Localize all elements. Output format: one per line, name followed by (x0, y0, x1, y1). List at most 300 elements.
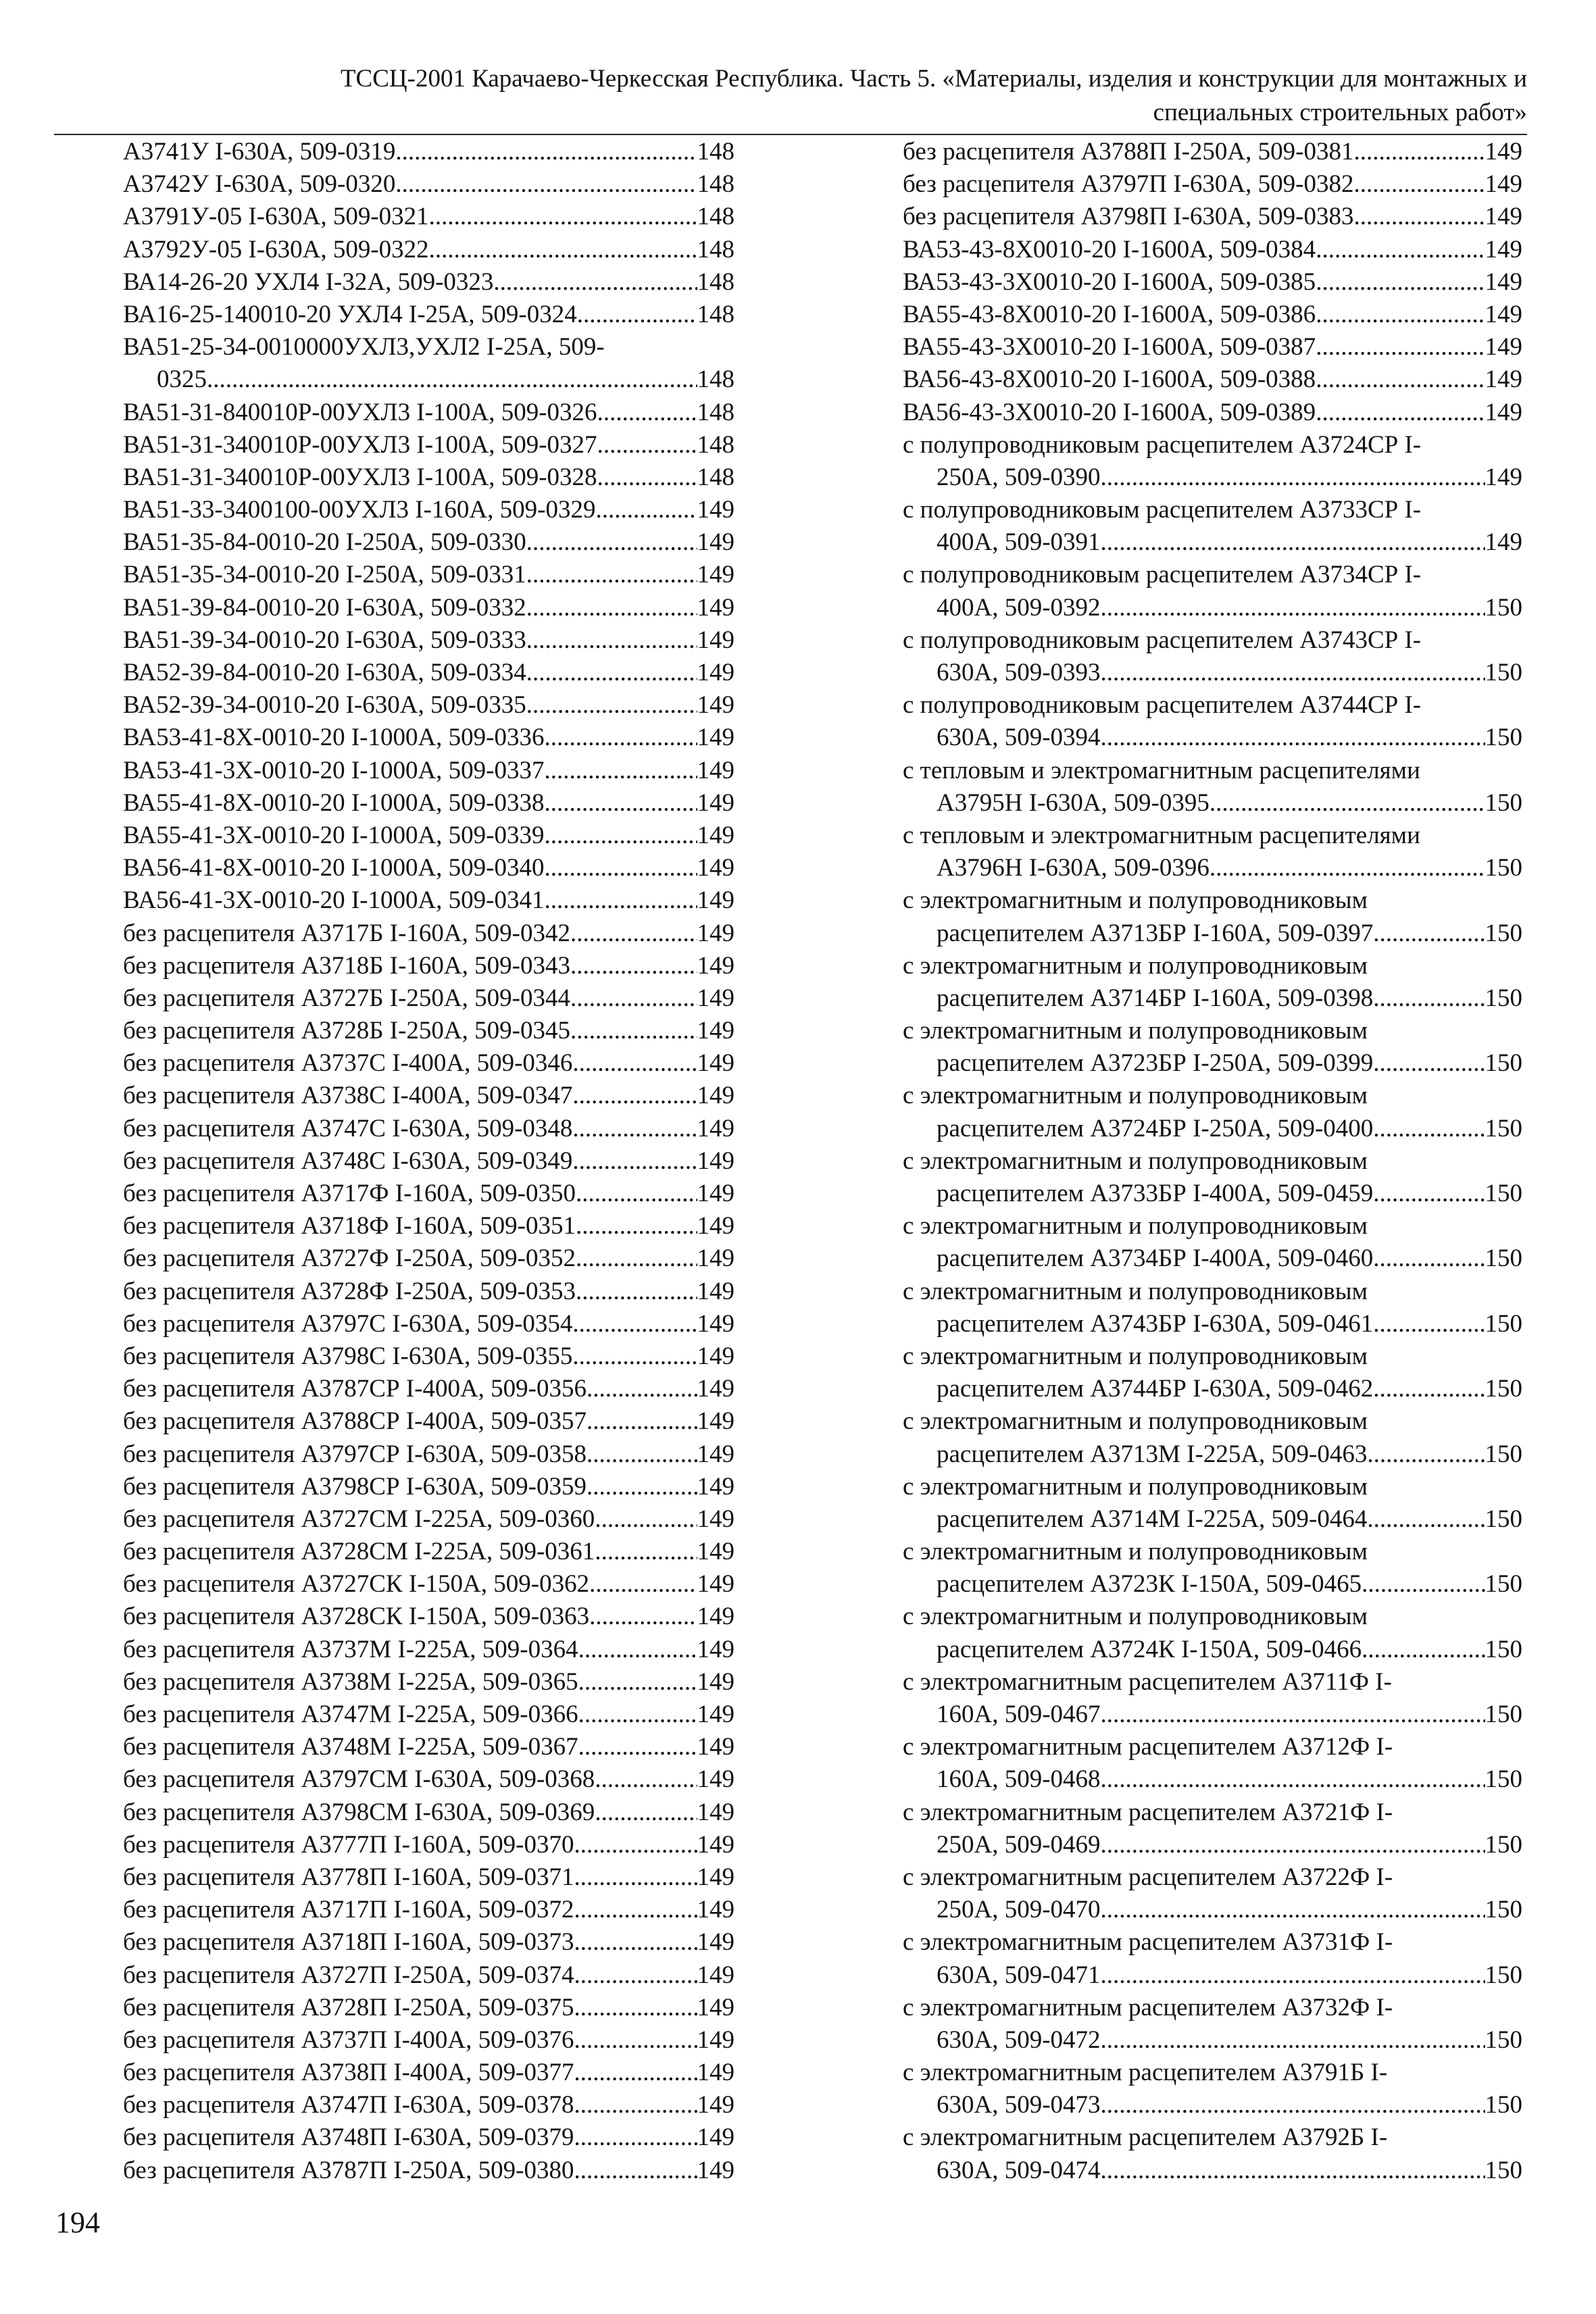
dot-leader (1101, 657, 1485, 689)
entry-text: А3792У-05 I-630А, 509-0322 (123, 235, 429, 263)
entry-line (123, 1047, 734, 1080)
index-entry (123, 1568, 734, 1601)
entry-text: ВА51-35-84-0010-20 I-250А, 509-0330 (123, 528, 526, 557)
dot-leader (1316, 363, 1485, 396)
entry-text: без расцепителя А3788СР I-400А, 509-0357 (123, 1407, 587, 1436)
index-entry (123, 1015, 734, 1047)
page-ref: 149 (697, 1375, 734, 1403)
entry-line (123, 559, 734, 591)
index-entry (903, 1926, 1522, 1991)
page-ref: 150 (1485, 2091, 1522, 2119)
dot-leader (1362, 1634, 1485, 1666)
entry-text: ВА55-43-8Х0010-20 I-1600А, 509-0386 (903, 300, 1316, 328)
entry-text: без расцепителя А3798С I-630А, 509-0355 (123, 1342, 573, 1370)
entry-text: А3741У I-630А, 509-0319 (123, 138, 396, 166)
entry-line (123, 1340, 734, 1373)
entry-text: ВА56-43-3Х0010-20 I-1600А, 509-0389 (903, 398, 1316, 426)
entry-text: без расцепителя А3798СМ I-630А, 509-0369 (123, 1798, 595, 1826)
index-entry (903, 1861, 1522, 1926)
entry-text: без расцепителя А3787СР I-400А, 509-0356 (123, 1375, 587, 1403)
entry-first-line: с полупроводниковым расцепителем А3743СР I- (903, 626, 1422, 654)
page-ref: 149 (1485, 333, 1522, 361)
index-entry (123, 331, 734, 396)
dot-leader (1362, 1568, 1485, 1601)
dot-leader (587, 1405, 697, 1438)
index-entry (123, 1861, 734, 1894)
dot-leader (1316, 331, 1485, 363)
dot-leader (572, 1047, 697, 1080)
entry-line (123, 461, 734, 494)
entry-line (123, 1113, 734, 1145)
page-ref: 148 (697, 203, 734, 231)
index-entry (123, 1373, 734, 1405)
page-ref: 149 (697, 2091, 734, 2119)
page-ref: 150 (1485, 1896, 1522, 1924)
entry-text: без расцепителя А3797П I-630А, 509-0382 (903, 170, 1354, 199)
entry-line (903, 136, 1522, 168)
dot-leader (395, 168, 697, 201)
entry-first-line: с тепловым и электромагнитным расцепителями (903, 821, 1420, 849)
page-ref: 148 (697, 170, 734, 199)
dot-leader (577, 299, 697, 331)
entry-first-line: с электромагнитным расцепителем А3791Б I- (903, 2059, 1388, 2087)
dot-leader (526, 657, 697, 689)
page-ref: 149 (1485, 203, 1522, 231)
index-entry (903, 689, 1522, 754)
index-entry (903, 884, 1522, 949)
entry-line (903, 1763, 1522, 1796)
entry-first-line: с электромагнитным и полупроводниковым (903, 1472, 1368, 1501)
entry-line (123, 787, 734, 820)
dot-leader (1210, 852, 1485, 884)
page-ref: 149 (697, 1701, 734, 1728)
index-entry (903, 1080, 1522, 1145)
entry-text: без расцепителя А3748М I-225А, 509-0367 (123, 1733, 578, 1761)
right-index-column (903, 136, 1522, 2187)
entry-line (903, 397, 1522, 429)
entry-line (123, 1634, 734, 1666)
index-entry (123, 1210, 734, 1242)
entry-text: расцепителем А3714М I-225А, 509-0464 (937, 1505, 1368, 1533)
entry-text: расцепителем А3713БР I-160А, 509-0397 (937, 919, 1374, 947)
index-entry (123, 1276, 734, 1308)
entry-first-line: с электромагнитным расцепителем А3722Ф I- (903, 1863, 1393, 1891)
dot-leader (574, 1926, 697, 1959)
page-ref: 149 (697, 854, 734, 882)
dot-leader (576, 1242, 697, 1275)
dot-leader (574, 2155, 697, 2187)
entry-text: без расцепителя А3748П I-630А, 509-0379 (123, 2123, 574, 2152)
entry-text: ВА51-35-34-0010-20 I-250А, 509-0331 (123, 561, 526, 589)
page-ref: 149 (697, 593, 734, 622)
entry-text: ВА55-41-8Х-0010-20 I-1000А, 509-0338 (123, 788, 545, 817)
index-entry (123, 1601, 734, 1633)
entry-text: без расцепителя А3788П I-250А, 509-0381 (903, 138, 1354, 166)
entry-line (123, 1763, 734, 1796)
entry-text: ВА56-41-3Х-0010-20 I-1000А, 509-0341 (123, 886, 545, 915)
entry-text: без расцепителя А3728Ф I-250А, 509-0353 (123, 1277, 576, 1305)
entry-line (123, 1373, 734, 1405)
page-ref: 149 (697, 1993, 734, 2021)
entry-text: 630А, 509-0474 (937, 2156, 1101, 2184)
entry-line (123, 168, 734, 201)
entry-line (903, 201, 1522, 233)
index-entry (903, 1145, 1522, 1210)
index-entry (123, 1080, 734, 1112)
dot-leader (574, 1959, 697, 1992)
dot-leader (578, 1699, 697, 1731)
entry-text: без расцепителя А3797С I-630А, 509-0354 (123, 1309, 573, 1338)
page-ref: 149 (697, 2059, 734, 2087)
index-entry (123, 1959, 734, 1992)
dot-leader (574, 2024, 697, 2057)
page-ref: 149 (697, 561, 734, 589)
entry-text: ВА53-41-8Х-0010-20 I-1000А, 509-0336 (123, 724, 545, 752)
entry-line (903, 2024, 1522, 2057)
dot-leader (526, 559, 697, 591)
entry-text: без расцепителя А3728П I-250А, 509-0375 (123, 1993, 574, 2021)
dot-leader (545, 852, 697, 884)
page-ref: 150 (1485, 1505, 1522, 1533)
entry-line (123, 1242, 734, 1275)
entry-text: без расцепителя А3727П I-250А, 509-0374 (123, 1961, 574, 1989)
entry-first-line: ВА51-25-34-0010000УХЛ3,УХЛ2 I-25А, 509- (123, 333, 605, 361)
index-entry (903, 559, 1522, 624)
dot-leader (595, 1763, 697, 1796)
page-ref: 150 (1485, 593, 1522, 622)
entry-line (123, 852, 734, 884)
entry-text: без расцепителя А3728СК I-150А, 509-0363 (123, 1603, 590, 1631)
entry-text: А3791У-05 I-630А, 509-0321 (123, 203, 429, 231)
entry-line (903, 2155, 1522, 2187)
entry-text: 400А, 509-0391 (937, 528, 1101, 557)
dot-leader (526, 624, 697, 657)
index-entry (903, 1536, 1522, 1601)
entry-text: без расцепителя А3717Ф I-160А, 509-0350 (123, 1180, 576, 1207)
entry-text: 630А, 509-0472 (937, 2026, 1101, 2054)
entry-line (123, 201, 734, 233)
entry-text: без расцепителя А3777П I-160А, 509-0370 (123, 1830, 574, 1859)
entry-line (123, 299, 734, 331)
dot-leader (429, 234, 697, 266)
entry-text: без расцепителя А3727Ф I-250А, 509-0352 (123, 1244, 576, 1273)
header-rule (54, 134, 1527, 135)
index-entry (123, 1634, 734, 1666)
entry-first-line: с электромагнитным расцепителем А3712Ф I- (903, 1733, 1393, 1761)
page-ref: 148 (697, 366, 734, 394)
index-entry (123, 1829, 734, 1861)
page-ref: 149 (697, 1114, 734, 1142)
entry-line (903, 1634, 1522, 1666)
page-ref: 150 (1485, 1701, 1522, 1728)
entry-text: расцепителем А3743БР I-630А, 509-0461 (937, 1309, 1374, 1338)
entry-text: ВА53-43-3Х0010-20 I-1600А, 509-0385 (903, 268, 1316, 296)
page-ref: 150 (1485, 724, 1522, 752)
entry-text: 160А, 509-0467 (937, 1701, 1101, 1728)
dot-leader (595, 1536, 697, 1568)
entry-text: ВА52-39-34-0010-20 I-630А, 509-0335 (123, 691, 526, 720)
page-ref: 150 (1485, 984, 1522, 1012)
entry-line (123, 1438, 734, 1471)
index-entry (903, 201, 1522, 233)
page-ref: 149 (697, 1049, 734, 1078)
index-entry (903, 1666, 1522, 1731)
entry-text: ВА53-43-8Х0010-20 I-1600А, 509-0384 (903, 235, 1316, 263)
entry-first-line: с электромагнитным и полупроводниковым (903, 1147, 1368, 1175)
dot-leader (1373, 1308, 1485, 1340)
page-ref: 149 (697, 1147, 734, 1175)
dot-leader (429, 201, 697, 233)
index-entry (123, 136, 734, 168)
page-ref: 149 (697, 1277, 734, 1305)
dot-leader (1101, 526, 1485, 559)
dot-leader (545, 787, 697, 820)
dot-leader (1101, 1959, 1485, 1992)
entry-text: ВА53-41-3Х-0010-20 I-1000А, 509-0337 (123, 756, 545, 784)
entry-line (123, 1731, 734, 1763)
entry-text: расцепителем А3723К I-150А, 509-0465 (937, 1570, 1362, 1599)
page-ref: 149 (1485, 528, 1522, 557)
entry-line (123, 1992, 734, 2024)
index-entry (123, 1242, 734, 1275)
entry-line (903, 461, 1522, 494)
dot-leader (574, 2089, 697, 2121)
index-entry (123, 234, 734, 266)
entry-line (903, 1178, 1522, 1210)
left-index-column (123, 136, 734, 2187)
entry-line (903, 2089, 1522, 2121)
entry-text: расцепителем А3744БР I-630А, 509-0462 (937, 1375, 1374, 1403)
page-ref: 149 (697, 1928, 734, 1957)
entry-line (903, 526, 1522, 559)
page-ref: 150 (1485, 1961, 1522, 1989)
entry-text: ВА56-43-8Х0010-20 I-1600А, 509-0388 (903, 366, 1316, 394)
index-entry (123, 1340, 734, 1373)
dot-leader (572, 1308, 697, 1340)
index-entry (123, 1178, 734, 1210)
entry-line (123, 1210, 734, 1242)
page-ref: 149 (697, 756, 734, 784)
entry-line (123, 1405, 734, 1438)
entry-line (903, 1373, 1522, 1405)
index-entry (123, 1894, 734, 1926)
entry-first-line: с электромагнитным и полупроводниковым (903, 1082, 1368, 1110)
page-ref: 150 (1485, 1375, 1522, 1403)
page-ref: 149 (697, 2123, 734, 2152)
dot-leader (574, 1861, 697, 1894)
entry-first-line: с полупроводниковым расцепителем А3733СР I- (903, 496, 1422, 524)
dot-leader (1353, 168, 1485, 201)
page-ref: 150 (1485, 1830, 1522, 1859)
entry-line (903, 1959, 1522, 1992)
entry-line (903, 1308, 1522, 1340)
entry-line (123, 1471, 734, 1503)
dot-leader (1367, 1438, 1485, 1471)
dot-leader (587, 1471, 697, 1503)
index-entry (123, 1047, 734, 1080)
dot-leader (595, 1503, 697, 1536)
entry-text: 250А, 509-0469 (937, 1830, 1101, 1859)
entry-first-line: с электромагнитным расцепителем А3711Ф I- (903, 1667, 1392, 1696)
page-ref: 149 (1485, 138, 1522, 166)
page-ref: 149 (697, 1342, 734, 1370)
entry-line (903, 657, 1522, 689)
entry-line (123, 2089, 734, 2121)
entry-line (123, 1601, 734, 1633)
entry-text: без расцепителя А3727СК I-150А, 509-0362 (123, 1570, 590, 1599)
dot-leader (572, 1080, 697, 1112)
page-ref: 148 (697, 463, 734, 491)
dot-leader (587, 1373, 697, 1405)
page-ref: 149 (697, 528, 734, 557)
index-entry (903, 2121, 1522, 2186)
page-ref: 149 (697, 1472, 734, 1501)
index-entry (123, 1796, 734, 1829)
index-entry (903, 168, 1522, 201)
entry-line (903, 1829, 1522, 1861)
page-ref: 148 (697, 300, 734, 328)
entry-line (123, 1503, 734, 1536)
entry-first-line: с полупроводниковым расцепителем А3744СР I- (903, 691, 1422, 720)
page-ref: 149 (1485, 300, 1522, 328)
header-line-1: ТССЦ-2001 Карачаево-Черкесская Республика. Часть 5. «Материалы, изделия и конструкции для монтажных и (340, 65, 1527, 93)
entry-line (123, 884, 734, 917)
dot-leader (1373, 1242, 1485, 1275)
entry-line (903, 1047, 1522, 1080)
entry-first-line: с электромагнитным и полупроводниковым (903, 1603, 1368, 1631)
dot-leader (1101, 722, 1485, 754)
index-entry (903, 820, 1522, 884)
page-ref: 149 (697, 1798, 734, 1826)
entry-text: без расцепителя А3747С I-630А, 509-0348 (123, 1114, 573, 1142)
dot-leader (1101, 1763, 1485, 1796)
entry-first-line: с электромагнитным расцепителем А3721Ф I- (903, 1798, 1393, 1826)
entry-line (903, 1438, 1522, 1471)
entry-text: ВА55-43-3Х0010-20 I-1600А, 509-0387 (903, 333, 1316, 361)
entry-line (903, 1568, 1522, 1601)
index-entry (903, 494, 1522, 559)
header-line-2: специальных строительных работ» (1153, 99, 1527, 126)
page-ref: 149 (697, 1082, 734, 1110)
entry-line (903, 982, 1522, 1015)
entry-line (123, 1276, 734, 1308)
page-ref: 149 (697, 1961, 734, 1989)
entry-text: без расцепителя А3717П I-160А, 509-0372 (123, 1896, 574, 1924)
entry-line (123, 1861, 734, 1894)
dot-leader (576, 1210, 697, 1242)
entry-text: без расцепителя А3738П I-400А, 509-0377 (123, 2059, 574, 2087)
entry-text: ВА51-33-3400100-00УХЛ3 I-160А, 509-0329 (123, 496, 596, 524)
entry-first-line: с полупроводниковым расцепителем А3724СР I- (903, 430, 1422, 459)
index-entry (903, 1731, 1522, 1796)
entry-text: без расцепителя А3797СР I-630А, 509-0358 (123, 1440, 587, 1468)
page-ref: 150 (1485, 1570, 1522, 1599)
entry-line (903, 168, 1522, 201)
page-ref: 149 (697, 788, 734, 817)
page-ref: 149 (697, 919, 734, 947)
entry-line (123, 1894, 734, 1926)
entry-text: без расцепителя А3728СМ I-225А, 509-0361 (123, 1538, 595, 1566)
entry-line (123, 234, 734, 266)
index-entry (123, 1731, 734, 1763)
dot-leader (526, 526, 697, 559)
index-entry (123, 1699, 734, 1731)
index-entry (123, 266, 734, 299)
index-entry (123, 1438, 734, 1471)
entry-line (903, 722, 1522, 754)
dot-leader (1210, 787, 1485, 820)
index-entry (123, 787, 734, 820)
index-entry (123, 559, 734, 591)
dot-leader (574, 1894, 697, 1926)
entry-text: ВА16-25-140010-20 УХЛ4 I-25А, 509-0324 (123, 300, 577, 328)
index-entry (123, 1666, 734, 1699)
index-entry (123, 494, 734, 526)
dot-leader (574, 1829, 697, 1861)
entry-text: ВА55-41-3Х-0010-20 I-1000А, 509-0339 (123, 821, 545, 849)
entry-text: без расцепителя А3748С I-630А, 509-0349 (123, 1147, 573, 1175)
index-entry (903, 1992, 1522, 2057)
entry-line (123, 1080, 734, 1112)
entry-line (123, 1178, 734, 1210)
entry-line (903, 266, 1522, 299)
dot-leader (595, 494, 697, 526)
entry-text: расцепителем А3713М I-225А, 509-0463 (937, 1440, 1368, 1468)
dot-leader (1373, 1178, 1485, 1210)
entry-text: А3742У I-630А, 509-0320 (123, 170, 396, 199)
dot-leader (574, 2057, 697, 2089)
index-entry (123, 461, 734, 494)
dot-leader (1353, 201, 1485, 233)
entry-line (123, 820, 734, 852)
entry-first-line: с электромагнитным и полупроводниковым (903, 1407, 1368, 1436)
entry-text: без расцепителя А3798П I-630А, 509-0383 (903, 203, 1354, 231)
page-ref: 150 (1485, 1180, 1522, 1207)
entry-line (123, 2024, 734, 2057)
index-entry (903, 299, 1522, 331)
index-entry (123, 299, 734, 331)
dot-leader (1101, 1894, 1485, 1926)
index-entry (123, 1992, 734, 2024)
entry-line (123, 950, 734, 982)
page-ref: 149 (697, 2156, 734, 2184)
page-ref: 149 (697, 1603, 734, 1631)
entry-line (123, 397, 734, 429)
page-ref: 149 (697, 1765, 734, 1794)
page-ref: 149 (697, 886, 734, 915)
entry-text: без расцепителя А3718Ф I-160А, 509-0351 (123, 1212, 576, 1240)
index-entry (123, 2057, 734, 2089)
entry-line (123, 1536, 734, 1568)
page-ref: 149 (697, 1017, 734, 1045)
index-entry (903, 266, 1522, 299)
entry-line (123, 917, 734, 950)
entry-text: без расцепителя А3718П I-160А, 509-0373 (123, 1928, 574, 1957)
entry-line (123, 722, 734, 754)
entry-line (903, 787, 1522, 820)
index-entry (903, 136, 1522, 168)
entry-text: без расцепителя А3798СР I-630А, 509-0359 (123, 1472, 587, 1501)
entry-line (123, 1796, 734, 1829)
entry-line (123, 592, 734, 624)
entry-first-line: с электромагнитным и полупроводниковым (903, 886, 1368, 915)
entry-line (903, 917, 1522, 950)
running-header (54, 62, 1527, 130)
entry-first-line: с электромагнитным расцепителем А3792Б I- (903, 2123, 1388, 2152)
entry-text: 250А, 509-0390 (937, 463, 1101, 491)
entry-text: А3795Н I-630А, 509-0395 (937, 788, 1210, 817)
index-entry (123, 201, 734, 233)
